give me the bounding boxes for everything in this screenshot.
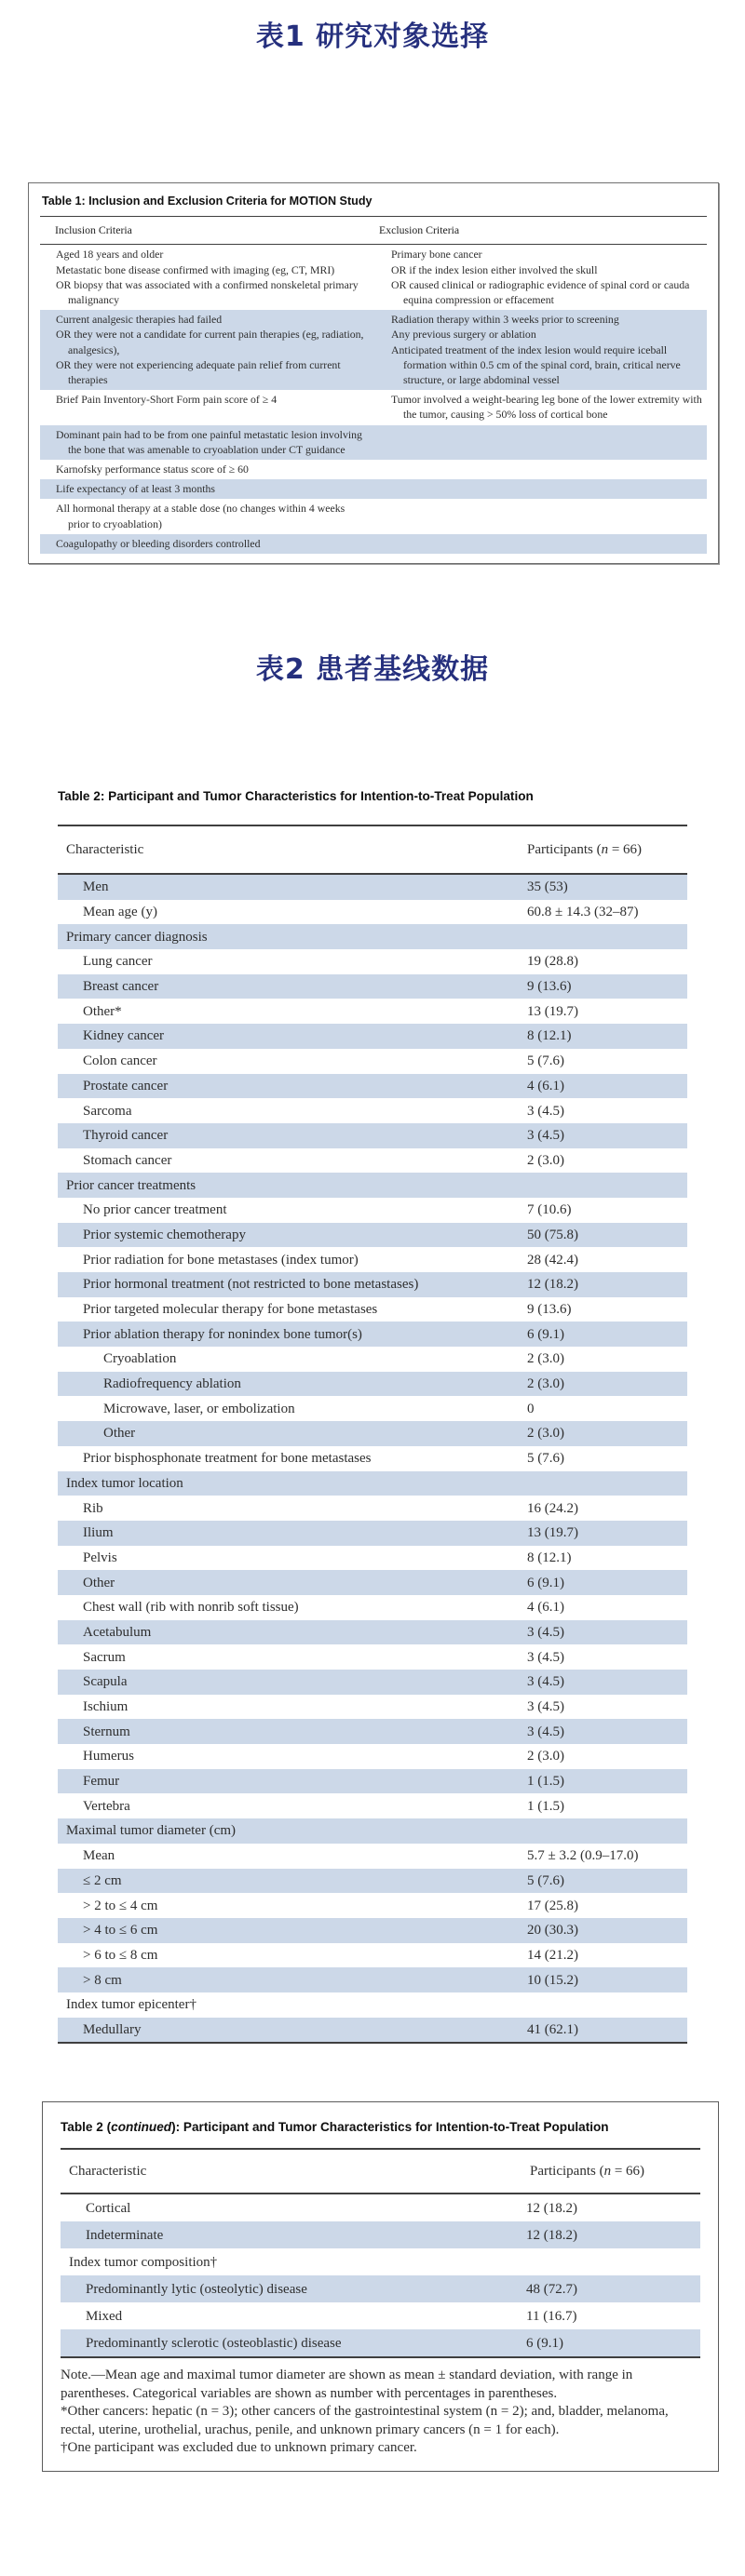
table-row bbox=[58, 1992, 687, 2018]
exclusion-cell bbox=[373, 501, 707, 530]
participants-value: 12 (18.2) bbox=[527, 1277, 578, 1293]
table-row bbox=[58, 900, 687, 925]
characteristic-label: Index tumor epicenter† bbox=[66, 1997, 196, 2013]
table-row bbox=[58, 1372, 687, 1397]
table-row bbox=[58, 1049, 687, 1074]
participants-n-symbol: n bbox=[603, 2164, 612, 2179]
table-row bbox=[58, 1297, 687, 1322]
table-row bbox=[58, 1247, 687, 1272]
table-row bbox=[40, 534, 707, 554]
table-row bbox=[58, 1148, 687, 1174]
criteria-item: Radiation therapy within 3 weeks prior to screening bbox=[391, 313, 619, 327]
characteristic-label: Other* bbox=[83, 1003, 122, 1019]
table-row bbox=[40, 499, 707, 533]
exclusion-cell bbox=[373, 312, 707, 387]
table-row bbox=[58, 1943, 687, 1968]
table-row bbox=[58, 1869, 687, 1894]
inclusion-cell bbox=[40, 392, 373, 422]
table1-rows bbox=[40, 245, 707, 554]
characteristic-label: Kidney cancer bbox=[83, 1028, 165, 1044]
table-row bbox=[58, 1173, 687, 1198]
table-row bbox=[58, 1123, 687, 1148]
characteristic-label: ≤ 2 cm bbox=[83, 1872, 122, 1888]
inclusion-cell bbox=[40, 427, 373, 457]
table-row bbox=[40, 310, 707, 390]
table-row bbox=[58, 1098, 687, 1123]
criteria-item: Current analgesic therapies had failed bbox=[56, 313, 223, 327]
participants-value: 3 (4.5) bbox=[527, 1699, 564, 1715]
characteristic-label: > 4 to ≤ 6 cm bbox=[83, 1923, 158, 1939]
participants-value: 5 (7.6) bbox=[527, 1053, 564, 1069]
participants-value: 4 (6.1) bbox=[527, 1078, 564, 1093]
characteristic-label: Predominantly lytic (osteolytic) disease bbox=[86, 2281, 307, 2297]
participants-count: = 66) bbox=[608, 842, 643, 857]
table2-continued bbox=[42, 2101, 719, 2472]
table-row bbox=[58, 1272, 687, 1297]
criteria-item: Primary bone cancer bbox=[391, 248, 482, 262]
divider bbox=[58, 2042, 687, 2044]
participants-value: 11 (16.7) bbox=[526, 2308, 577, 2324]
inclusion-cell bbox=[40, 536, 373, 551]
characteristic-label: Stomach cancer bbox=[83, 1152, 172, 1168]
characteristic-label: Thyroid cancer bbox=[83, 1128, 169, 1144]
title-text: Table 2 ( bbox=[61, 2120, 112, 2134]
table-row bbox=[40, 460, 707, 479]
table-row bbox=[58, 1620, 687, 1645]
participants-value: 6 (9.1) bbox=[526, 2335, 563, 2351]
participants-value: 60.8 ± 14.3 (32–87) bbox=[527, 905, 639, 920]
characteristic-label: Breast cancer bbox=[83, 979, 159, 995]
characteristic-label: Primary cancer diagnosis bbox=[66, 929, 208, 945]
table-row bbox=[61, 2302, 700, 2329]
characteristic-label: Microwave, laser, or embolization bbox=[103, 1401, 295, 1416]
characteristic-label: > 6 to ≤ 8 cm bbox=[83, 1947, 158, 1963]
characteristic-label: Indeterminate bbox=[86, 2227, 164, 2243]
characteristic-label: Cortical bbox=[86, 2200, 131, 2216]
participants-value: 48 (72.7) bbox=[526, 2281, 577, 2297]
table2-continued-title bbox=[61, 2102, 675, 2148]
table2-participant-characteristics bbox=[58, 787, 687, 2044]
characteristic-label: Sarcoma bbox=[83, 1103, 132, 1119]
exclusion-cell bbox=[373, 247, 707, 307]
participants-value: 8 (12.1) bbox=[527, 1028, 572, 1044]
participants-value: 2 (3.0) bbox=[527, 1749, 564, 1764]
table-row bbox=[58, 1024, 687, 1049]
participants-value: 0 bbox=[527, 1401, 535, 1416]
participants-value: 2 (3.0) bbox=[527, 1152, 564, 1168]
table-row bbox=[58, 1496, 687, 1521]
table1-inclusion-exclusion bbox=[28, 182, 719, 564]
characteristic-label: Vertebra bbox=[83, 1798, 130, 1814]
characteristic-label: Radiofrequency ablation bbox=[103, 1376, 241, 1392]
participants-value: 8 (12.1) bbox=[527, 1550, 572, 1565]
table1-column-headers bbox=[40, 217, 707, 244]
table2-title: Table 2: Participant and Tumor Characteristics for Intention-to-Treat Population bbox=[58, 789, 534, 803]
table-row bbox=[58, 1446, 687, 1471]
table-footnotes bbox=[61, 2358, 700, 2471]
table-row bbox=[58, 1471, 687, 1496]
participants-value: 35 (53) bbox=[527, 879, 568, 895]
characteristic-label: Mean bbox=[83, 1848, 115, 1864]
exclusion-cell bbox=[373, 481, 707, 496]
participants-value: 41 (62.1) bbox=[527, 2021, 578, 2037]
characteristic-label: Ilium bbox=[83, 1525, 114, 1541]
participants-text: Participants ( bbox=[527, 842, 602, 857]
criteria-item: Metastatic bone disease confirmed with imaging (eg, CT, MRI) bbox=[56, 262, 335, 276]
participants-value: 12 (18.2) bbox=[526, 2200, 577, 2216]
footnote-line: †One participant was excluded due to unknown primary cancer. bbox=[61, 2440, 417, 2456]
table-row bbox=[58, 1695, 687, 1720]
characteristic-label: Humerus bbox=[83, 1749, 134, 1764]
table-row bbox=[61, 2221, 700, 2248]
participants-value: 1 (1.5) bbox=[527, 1774, 564, 1790]
table-row bbox=[58, 2018, 687, 2043]
table-row bbox=[58, 1347, 687, 1372]
table-row bbox=[58, 999, 687, 1024]
characteristic-label: Prostate cancer bbox=[83, 1078, 169, 1093]
characteristic-label: Pelvis bbox=[83, 1550, 117, 1565]
characteristic-label: Sternum bbox=[83, 1724, 130, 1739]
inclusion-cell bbox=[40, 481, 373, 496]
exclusion-cell bbox=[373, 427, 707, 457]
criteria-item: Dominant pain had to be from one painful metastatic lesion involving the bone that was amenable to cryoablation under CT guidance bbox=[56, 427, 362, 456]
participants-value: 3 (4.5) bbox=[527, 1624, 564, 1640]
column-header-inclusion: Inclusion Criteria bbox=[55, 223, 132, 237]
characteristic-label: Index tumor composition† bbox=[69, 2254, 218, 2270]
criteria-item: Tumor involved a weight-bearing leg bone of the lower extremity with the tumor, causing > 50% loss of cortical bone bbox=[391, 393, 702, 422]
criteria-item: All hormonal therapy at a stable dose (no changes within 4 weeks prior to cryoablation) bbox=[56, 502, 345, 530]
participants-value: 17 (25.8) bbox=[527, 1898, 578, 1913]
criteria-item: Life expectancy of at least 3 months bbox=[56, 482, 215, 496]
participants-value: 7 (10.6) bbox=[527, 1202, 572, 1218]
table-row bbox=[58, 1074, 687, 1099]
footnote-line: Note.—Mean age and maximal tumor diameter are shown as mean ± standard deviation, with range in parentheses. Categorical variables are shown as number with percentages in parentheses. bbox=[61, 2368, 633, 2401]
criteria-item: Any previous surgery or ablation bbox=[391, 328, 536, 342]
criteria-item: Aged 18 years and older bbox=[56, 248, 164, 262]
participants-value: 1 (1.5) bbox=[527, 1798, 564, 1814]
characteristic-label: Colon cancer bbox=[83, 1053, 157, 1069]
table2-column-headers bbox=[58, 826, 687, 873]
table-row bbox=[58, 1570, 687, 1595]
characteristic-label: Prior cancer treatments bbox=[66, 1177, 196, 1193]
column-header-exclusion: Exclusion Criteria bbox=[379, 223, 460, 237]
participants-value: 20 (30.3) bbox=[527, 1923, 578, 1939]
characteristic-label: > 8 cm bbox=[83, 1972, 122, 1988]
inclusion-cell bbox=[40, 462, 373, 476]
table-row bbox=[40, 245, 707, 310]
participants-value: 3 (4.5) bbox=[527, 1128, 564, 1144]
participants-value: 4 (6.1) bbox=[527, 1600, 564, 1616]
exclusion-cell bbox=[373, 536, 707, 551]
footnote-line: *Other cancers: hepatic (n = 3); other cancers of the gastrointestinal system (n = 2); and, bladder, melanoma, rectal, uterine, urothelial, urachus, penile, and unknown primary cancers (n = 1 for each). bbox=[61, 2404, 669, 2437]
table-row bbox=[58, 1322, 687, 1347]
characteristic-label: Ischium bbox=[83, 1699, 129, 1715]
characteristic-label: Prior systemic chemotherapy bbox=[83, 1227, 246, 1242]
participants-value: 19 (28.8) bbox=[527, 954, 578, 970]
participants-value: 2 (3.0) bbox=[527, 1376, 564, 1392]
characteristic-label: Prior ablation therapy for nonindex bone tumor(s) bbox=[83, 1326, 362, 1342]
participants-value: 10 (15.2) bbox=[527, 1972, 578, 1988]
title-text: ): Participant and Tumor Characteristics for Intention-to-Treat Population bbox=[171, 2120, 609, 2134]
characteristic-label: Sacrum bbox=[83, 1649, 126, 1665]
characteristic-label: Mean age (y) bbox=[83, 905, 157, 920]
criteria-item: OR they were not experiencing adequate pain relief from current therapies bbox=[56, 357, 341, 387]
table-row bbox=[58, 875, 687, 900]
characteristic-label: Acetabulum bbox=[83, 1624, 152, 1640]
table2-continued-column-headers bbox=[61, 2150, 700, 2193]
characteristic-label: Chest wall (rib with nonrib soft tissue) bbox=[83, 1600, 299, 1616]
participants-value: 28 (42.4) bbox=[527, 1252, 578, 1268]
table-row bbox=[58, 1670, 687, 1695]
table-row bbox=[61, 2329, 700, 2356]
participants-value: 2 (3.0) bbox=[527, 1351, 564, 1367]
participants-value: 9 (13.6) bbox=[527, 979, 572, 995]
column-header-participants bbox=[530, 2163, 700, 2180]
participants-value: 3 (4.5) bbox=[527, 1103, 564, 1119]
characteristic-label: Mixed bbox=[86, 2308, 123, 2324]
table-row bbox=[58, 924, 687, 949]
table-row bbox=[58, 1769, 687, 1794]
table1-title: Table 1: Inclusion and Exclusion Criteria for MOTION Study bbox=[42, 195, 372, 208]
inclusion-cell bbox=[40, 501, 373, 530]
characteristic-label: Men bbox=[83, 879, 109, 895]
page-heading-table1: 表1 研究对象选择 bbox=[255, 20, 490, 53]
table-row bbox=[40, 390, 707, 424]
participants-value: 3 (4.5) bbox=[527, 1674, 564, 1690]
table-row bbox=[58, 1719, 687, 1744]
participants-value: 13 (19.7) bbox=[527, 1003, 578, 1019]
table-row bbox=[61, 2275, 700, 2302]
table-row bbox=[58, 1421, 687, 1446]
inclusion-cell bbox=[40, 312, 373, 387]
criteria-item: OR biopsy that was associated with a confirmed nonskeletal primary malignancy bbox=[56, 277, 359, 307]
criteria-item: Brief Pain Inventory-Short Form pain score of ≥ 4 bbox=[56, 393, 278, 407]
table-row bbox=[58, 1223, 687, 1248]
column-header-characteristic: Characteristic bbox=[69, 2164, 147, 2179]
table-row bbox=[58, 1521, 687, 1546]
characteristic-label: Cryoablation bbox=[103, 1351, 177, 1367]
characteristic-label: Scapula bbox=[83, 1674, 128, 1690]
table2-continued-rows bbox=[61, 2194, 700, 2356]
characteristic-label: Prior bisphosphonate treatment for bone metastases bbox=[83, 1451, 372, 1467]
table-row bbox=[40, 425, 707, 460]
table-row bbox=[58, 1546, 687, 1571]
inclusion-cell bbox=[40, 247, 373, 307]
table-row bbox=[58, 1818, 687, 1844]
participants-value: 3 (4.5) bbox=[527, 1649, 564, 1665]
participants-text: Participants ( bbox=[530, 2164, 604, 2179]
table-row bbox=[58, 1644, 687, 1670]
exclusion-cell bbox=[373, 392, 707, 422]
characteristic-label: No prior cancer treatment bbox=[83, 1202, 227, 1218]
participants-value: 50 (75.8) bbox=[527, 1227, 578, 1242]
participants-value: 3 (4.5) bbox=[527, 1724, 564, 1739]
table-row bbox=[58, 1967, 687, 1992]
table-row bbox=[58, 1198, 687, 1223]
characteristic-label: Index tumor location bbox=[66, 1475, 183, 1491]
exclusion-cell bbox=[373, 462, 707, 476]
table-row bbox=[58, 1793, 687, 1818]
table-row bbox=[61, 2194, 700, 2221]
participants-value: 12 (18.2) bbox=[526, 2227, 577, 2243]
characteristic-label: Other bbox=[83, 1575, 115, 1590]
criteria-item: OR they were not a candidate for current pain therapies (eg, radiation, analgesics), bbox=[56, 328, 364, 356]
participants-value: 13 (19.7) bbox=[527, 1525, 578, 1541]
table2-rows bbox=[58, 875, 687, 2042]
participants-value: 5 (7.6) bbox=[527, 1872, 564, 1888]
table-row bbox=[58, 1595, 687, 1620]
table-row bbox=[58, 974, 687, 1000]
criteria-item: Karnofsky performance status score of ≥ 60 bbox=[56, 463, 249, 476]
participants-value: 6 (9.1) bbox=[527, 1575, 564, 1590]
table-row bbox=[58, 1918, 687, 1943]
characteristic-label: Prior radiation for bone metastases (index tumor) bbox=[83, 1252, 359, 1268]
participants-value: 5 (7.6) bbox=[527, 1451, 564, 1467]
participants-n-symbol: n bbox=[601, 842, 609, 857]
characteristic-label: Lung cancer bbox=[83, 954, 153, 970]
participants-value: 2 (3.0) bbox=[527, 1426, 564, 1442]
characteristic-label: > 2 to ≤ 4 cm bbox=[83, 1898, 158, 1913]
continued-italic: continued bbox=[111, 2120, 172, 2134]
criteria-item: Coagulopathy or bleeding disorders controlled bbox=[56, 536, 261, 550]
table-row bbox=[58, 1744, 687, 1769]
table-row bbox=[40, 479, 707, 499]
column-header-participants bbox=[527, 841, 687, 858]
characteristic-label: Rib bbox=[83, 1500, 103, 1516]
characteristic-label: Predominantly sclerotic (osteoblastic) disease bbox=[86, 2335, 342, 2351]
page-heading-table2: 表2 患者基线数据 bbox=[255, 653, 490, 686]
characteristic-label: Prior targeted molecular therapy for bone metastases bbox=[83, 1302, 378, 1318]
table-row bbox=[58, 1893, 687, 1918]
participants-value: 16 (24.2) bbox=[527, 1500, 578, 1516]
criteria-item: OR if the index lesion either involved the skull bbox=[391, 262, 598, 276]
table-row bbox=[61, 2248, 700, 2275]
characteristic-label: Femur bbox=[83, 1774, 120, 1790]
characteristic-label: Other bbox=[103, 1426, 136, 1442]
participants-value: 14 (21.2) bbox=[527, 1947, 578, 1963]
table-row bbox=[58, 949, 687, 974]
criteria-item: Anticipated treatment of the index lesion would require iceball formation within 0.5 cm of the spinal cord, brain, critical nerve structure, or large abdominal vessel bbox=[391, 342, 681, 387]
criteria-item: OR caused clinical or radiographic evidence of spinal cord or cauda equina compression or effacement bbox=[391, 277, 690, 307]
characteristic-label: Medullary bbox=[83, 2021, 142, 2037]
column-header-characteristic: Characteristic bbox=[66, 842, 144, 857]
characteristic-label: Maximal tumor diameter (cm) bbox=[66, 1823, 237, 1839]
participants-count: = 66) bbox=[611, 2164, 645, 2179]
participants-value: 5.7 ± 3.2 (0.9–17.0) bbox=[527, 1848, 639, 1864]
table-row bbox=[58, 1396, 687, 1421]
participants-value: 6 (9.1) bbox=[527, 1326, 564, 1342]
table-row bbox=[58, 1844, 687, 1869]
characteristic-label: Prior hormonal treatment (not restricted to bone metastases) bbox=[83, 1277, 419, 1293]
participants-value: 9 (13.6) bbox=[527, 1302, 572, 1318]
